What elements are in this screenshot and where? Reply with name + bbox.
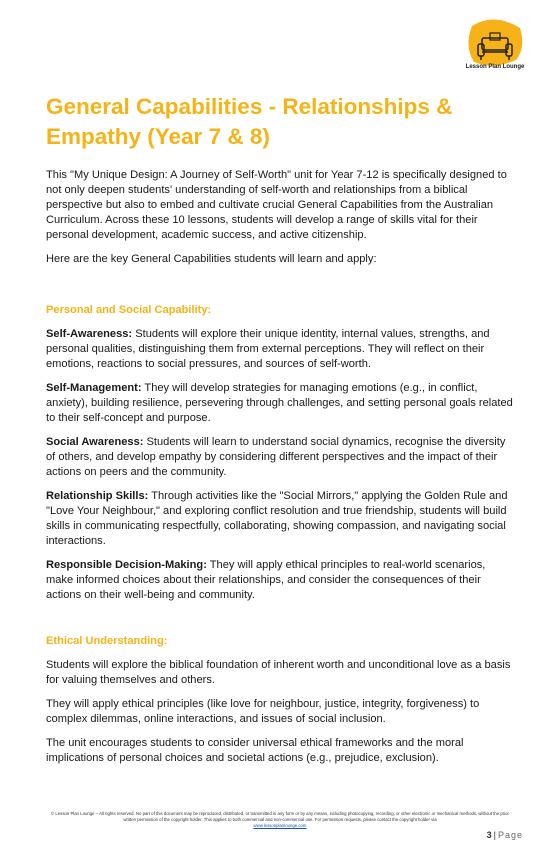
section-heading-ethical: Ethical Understanding: (46, 635, 168, 647)
term: Relationship Skills: (46, 490, 149, 502)
description: They will apply ethical principles to real-world scenarios, make informed choices about their relationships, and consider the consequences of their actions on their well-being and community. (46, 559, 486, 601)
capability-relationship-skills (46, 489, 514, 549)
capability-self-awareness (46, 327, 514, 372)
logo-text: Lesson Plan Lounge (465, 64, 525, 70)
capability-responsible-decision-making (46, 558, 514, 603)
ethical-paragraph: The unit encourages students to consider universal ethical frameworks and the moral implications of personal choices and societal actions (e.g., prejudice, exclusion). (46, 737, 464, 764)
document-body (46, 168, 514, 775)
intro-paragraph: This "My Unique Design: A Journey of Self-Worth" unit for Year 7-12 is specifically designed to not only deepen students' understanding of self-worth and relationships from a biblical perspective but also to embed and cultivate crucial General Capabilities from the Australian Curriculum. Across these 10 lessons, students will develop a range of skills vital for their personal development, academic success, and active citizenship. (46, 169, 507, 241)
page-separator: | (493, 830, 496, 840)
term: Responsible Decision-Making: (46, 559, 207, 571)
capability-social-awareness (46, 435, 514, 480)
copyright-notice: © Lesson Plan Lounge – All rights reserved. No part of this document may be reproduced, distributed, or transmitted in any form or by any means, including photocopying, recording, or other electronic or mechanical methods, without the prior written permission of the copyright holder. This applies to both commercial and non-commercial use. For permission requests, please contact the copyright holder via (51, 811, 509, 822)
intro-lead: Here are the key General Capabilities students will learn and apply: (46, 253, 377, 265)
page-title: General Capabilities - Relationships & Empathy (Year 7 & 8) (46, 94, 453, 149)
description: They will develop strategies for managing emotions (e.g., in conflict, anxiety), building resilience, persevering through challenges, and setting personal goals related to their self-concept and purpose. (46, 382, 513, 424)
description: Students will explore their unique identity, internal values, strengths, and personal qualities, distinguishing them from external perceptions. They will reflect on their emotions, reactions to social pressures, and sources of self-worth. (46, 328, 490, 370)
section-heading-personal-social: Personal and Social Capability: (46, 304, 212, 316)
page-number-value: 3 (486, 830, 492, 840)
page-label: Page (497, 830, 523, 840)
term: Social Awareness: (46, 436, 144, 448)
footer (46, 811, 514, 829)
description: Students will learn to understand social dynamics, recognise the diversity of others, and develop empathy by considering different perspectives and the impact of their actions on peers and the community. (46, 436, 506, 478)
ethical-paragraph: Students will explore the biblical foundation of inherent worth and unconditional love as a basis for valuing themselves and others. (46, 659, 511, 686)
description: Through activities like the "Social Mirrors," applying the Golden Rule and "Love Your Neighbour," and exploring conflict resolution and true friendship, students will build skills in communicating respectfully, collaborating, showing compassion, and navigating social interactions. (46, 490, 508, 547)
page-number (487, 830, 523, 840)
term: Self-Awareness: (46, 328, 133, 340)
capability-self-management (46, 381, 514, 426)
website-link[interactable]: www.lessonplanlounge.com (253, 823, 307, 828)
term: Self-Management: (46, 382, 142, 394)
ethical-paragraph: They will apply ethical principles (like love for neighbour, justice, integrity, forgiveness) to complex dilemmas, online interactions, and issues of social inclusion. (46, 698, 480, 725)
